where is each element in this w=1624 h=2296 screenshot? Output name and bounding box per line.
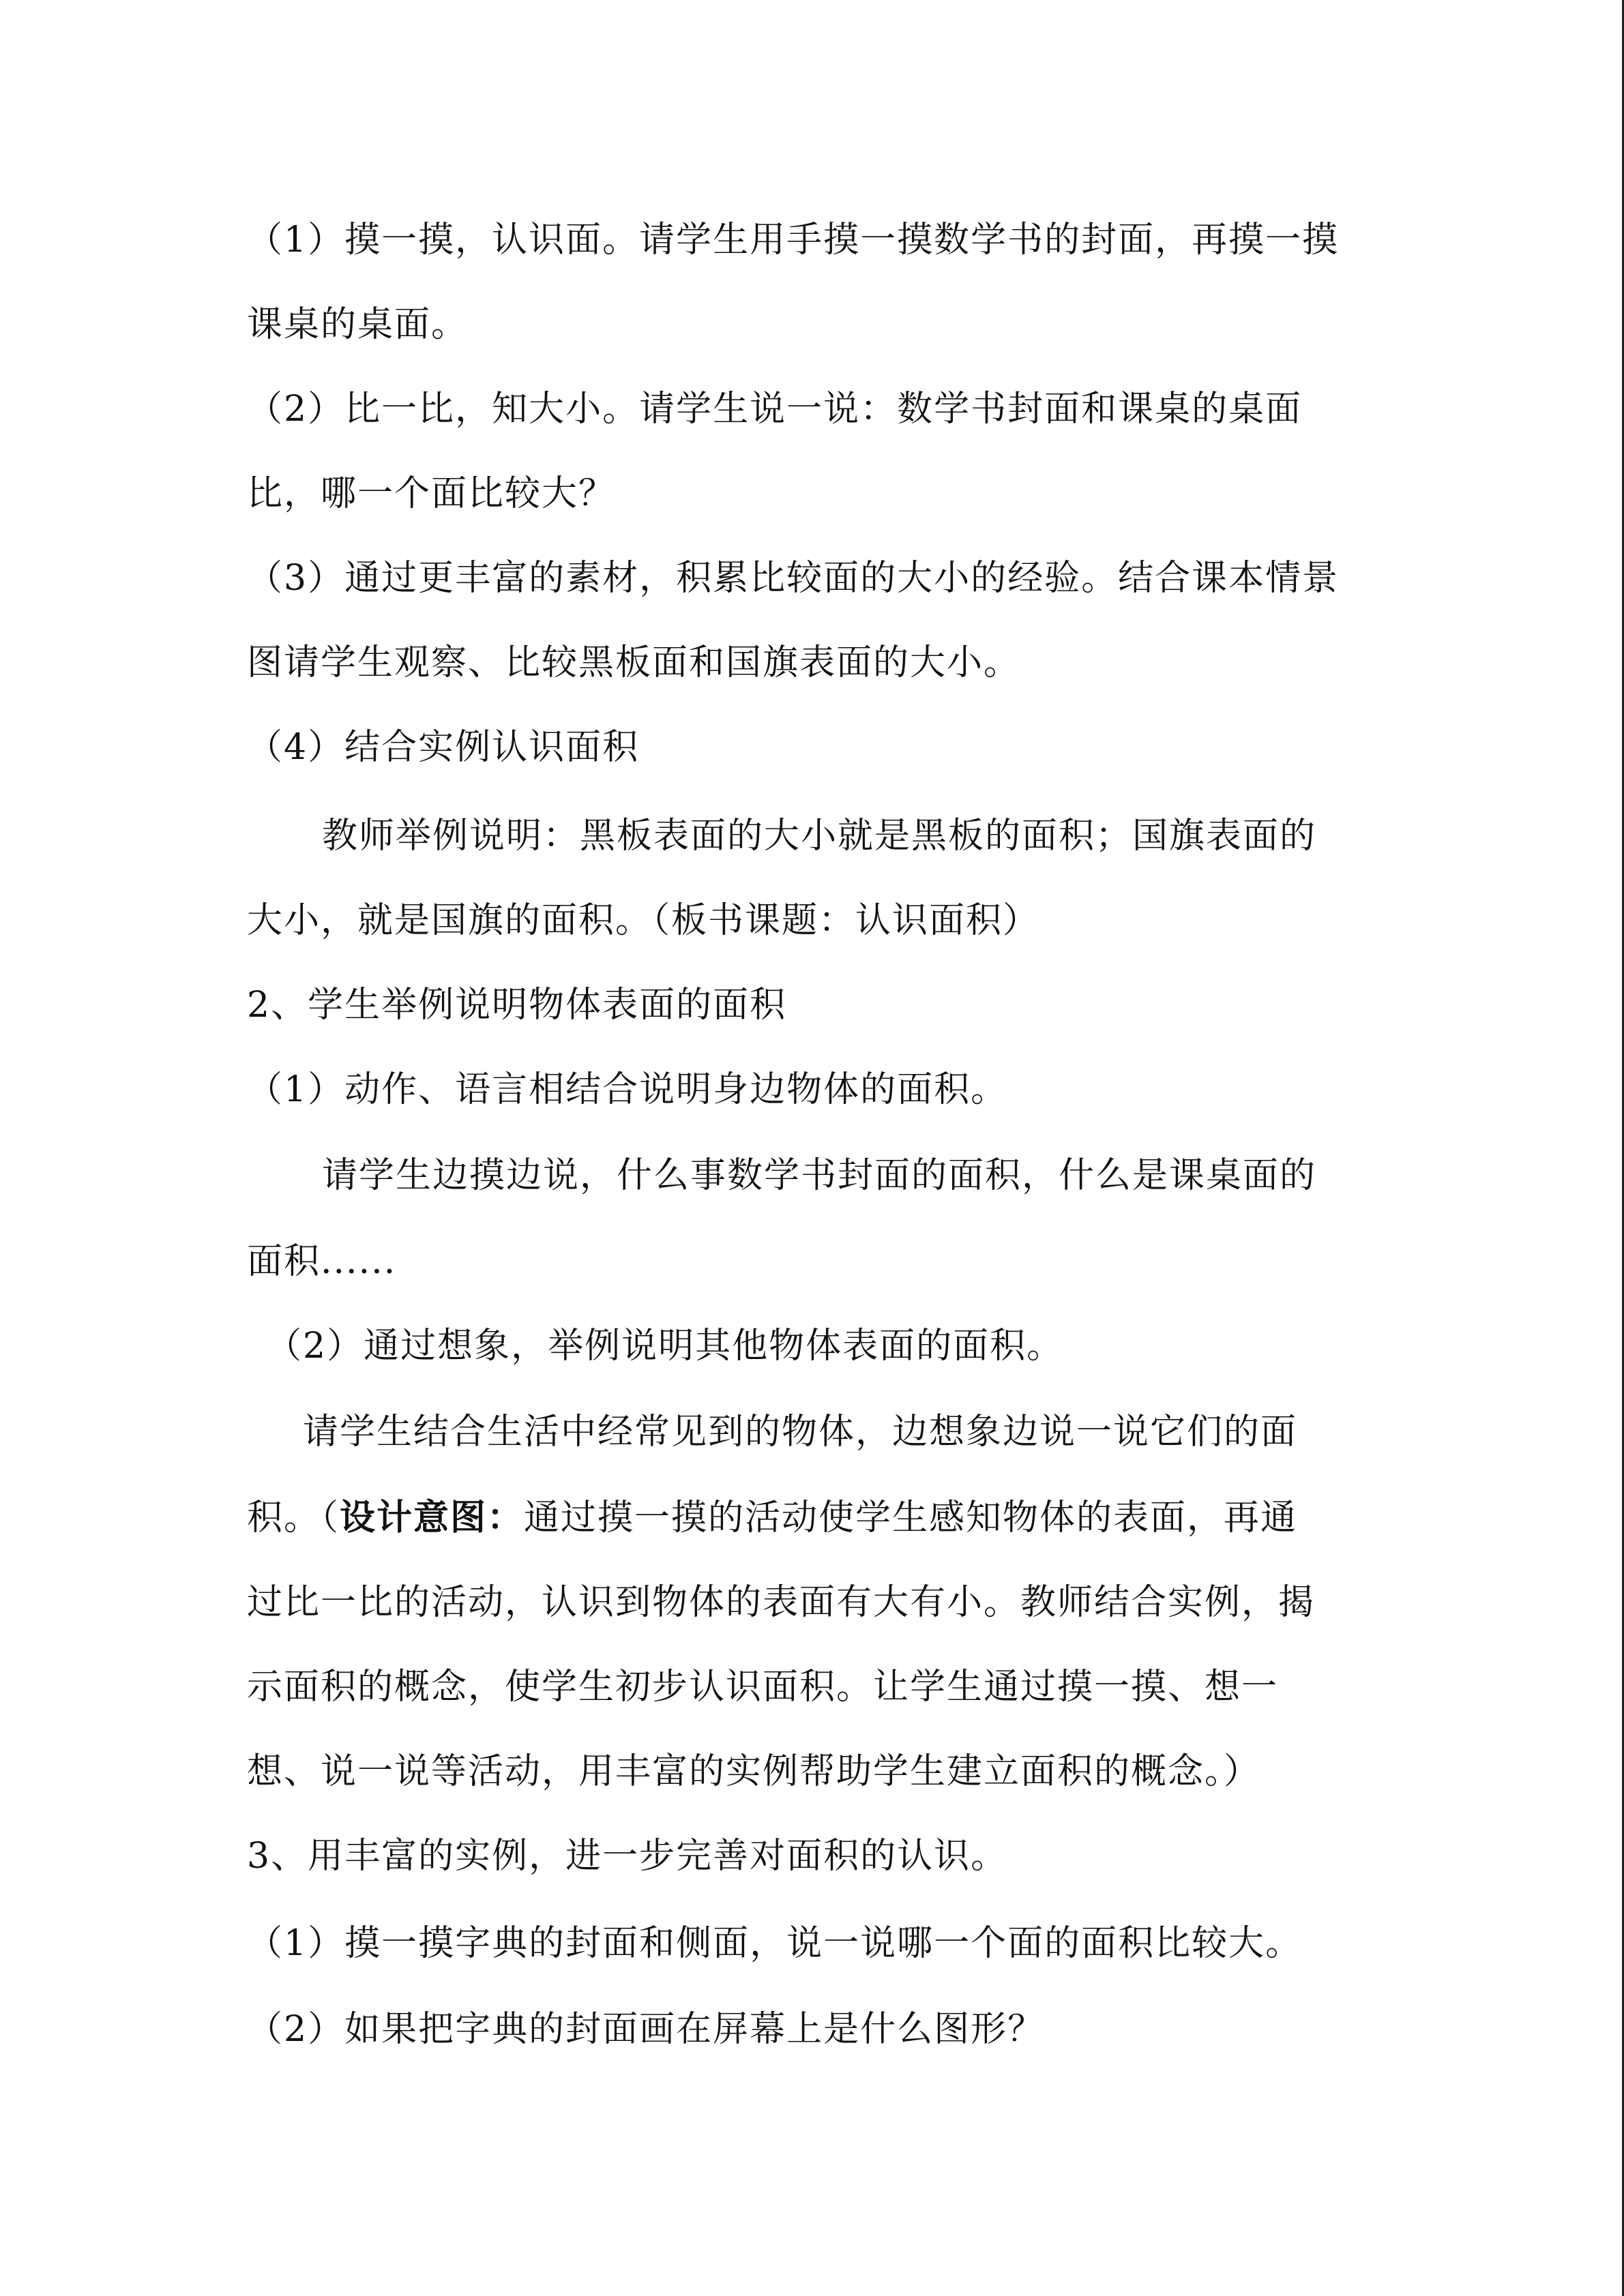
paragraph-line: 教师举例说明：黑板表面的大小就是黑板的面积；国旗表面的 [322, 816, 1317, 856]
paragraph-line: （1）摸一摸，认识面。请学生用手摸一摸数学书的封面，再摸一摸 [247, 220, 1340, 260]
paragraph-line: 请学生结合生活中经常见到的物体，边想象边说一说它们的面 [303, 1412, 1298, 1452]
paragraph-line: 面积...... [247, 1241, 397, 1282]
paragraph-line: （4）结合实例认识面积 [247, 727, 640, 768]
paragraph-line: （3）通过更丰富的素材，积累比较面的大小的经验。结合课本情景 [247, 558, 1340, 599]
paragraph-line: 大小，就是国旗的面积。（板书课题：认识面积） [247, 900, 1040, 941]
design-intent-line [247, 1496, 1297, 1540]
design-intent-prefix: 积。（ [247, 1497, 340, 1538]
section-heading: 3、用丰富的实例，进一步完善对面积的认识。 [247, 1836, 1008, 1877]
design-intent-label: 设计意图： [340, 1497, 525, 1538]
paragraph-line: （2）通过想象，举例说明其他物体表面的面积。 [266, 1326, 1064, 1367]
paragraph-line: 请学生边摸边说，什么事数学书封面的面积，什么是课桌面的 [322, 1155, 1317, 1196]
paragraph-line: 图请学生观察、比较黑板面和国旗表面的大小。 [247, 642, 1021, 683]
paragraph-line: 比，哪一个面比较大？ [247, 473, 616, 514]
paragraph-line: 课桌的桌面。 [247, 304, 469, 345]
design-intent-text: 通过摸一摸的活动使学生感知物体的表面，再通 [524, 1497, 1298, 1538]
paragraph-line: 过比一比的活动，认识到物体的表面有大有小。教师结合实例，揭 [247, 1582, 1316, 1623]
paragraph-line: （1）动作、语言相结合说明身边物体的面积。 [247, 1069, 1008, 1110]
paragraph-line: （2）如果把字典的封面画在屏幕上是什么图形？ [247, 2009, 1045, 2050]
paragraph-line: （2）比一比，知大小。请学生说一说：数学书封面和课桌的桌面 [247, 389, 1303, 430]
paragraph-line: （1）摸一摸字典的封面和侧面，说一说哪一个面的面积比较大。 [247, 1923, 1303, 1964]
paragraph-line: 想、说一说等活动，用丰富的实例帮助学生建立面积的概念。） [247, 1751, 1261, 1792]
section-heading: 2、学生举例说明物体表面的面积 [247, 985, 787, 1026]
paragraph-line: 示面积的概念，使学生初步认识面积。让学生通过摸一摸、想一 [247, 1667, 1279, 1708]
